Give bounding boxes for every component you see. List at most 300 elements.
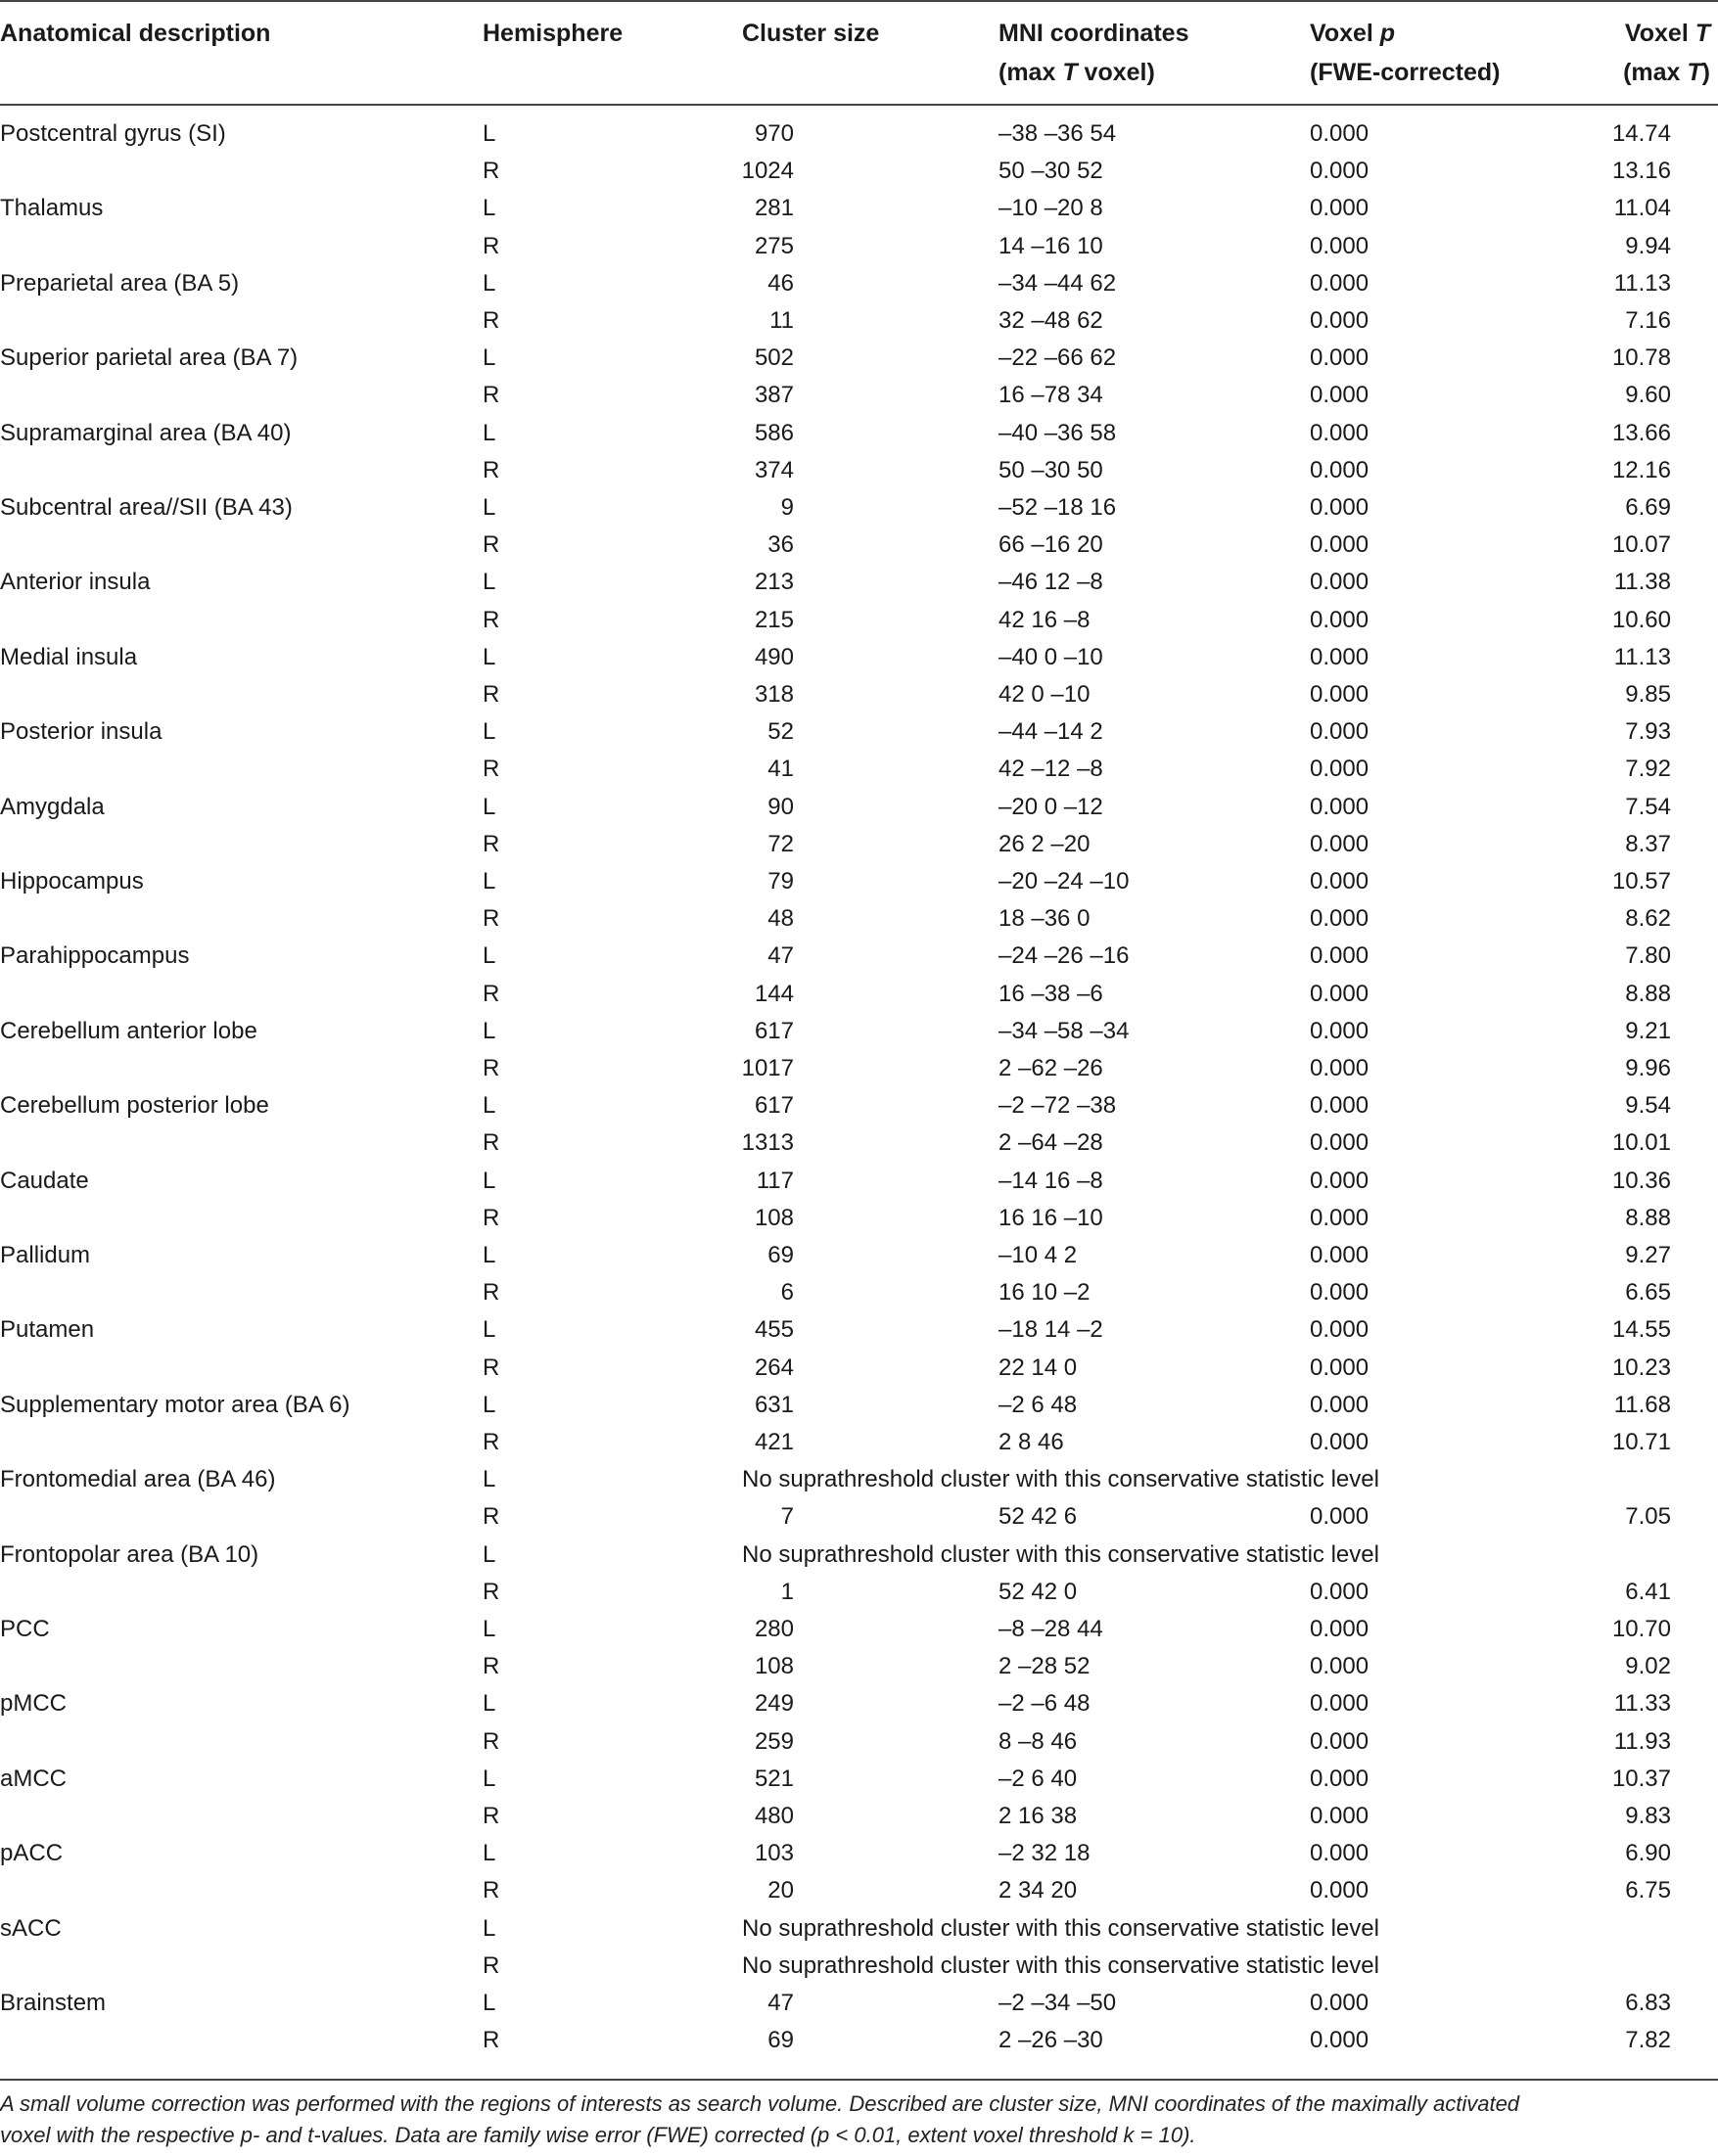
table-row: [0, 1200, 1718, 1237]
table-row: [0, 527, 1718, 564]
table-row: [0, 1424, 1718, 1461]
hemisphere-cell: L: [483, 269, 496, 297]
cluster-size-cell: 1: [780, 1578, 794, 1605]
table-row: [0, 1574, 1718, 1611]
region-cell: Anterior insula: [0, 569, 151, 596]
cluster-size-cell: 281: [754, 195, 794, 222]
voxel-p-cell: 0.000: [1310, 793, 1370, 820]
cluster-size-cell: 1313: [741, 1129, 794, 1157]
table-row: [0, 1723, 1718, 1761]
mni-coordinates-cell: –10 –20 8: [998, 195, 1103, 222]
voxel-p-cell: 0.000: [1310, 531, 1370, 559]
hemisphere-cell: R: [483, 1803, 500, 1829]
header-rule: [0, 104, 1718, 106]
region-cell: Superior parietal area (BA 7): [0, 344, 299, 372]
cluster-size-cell: 1024: [741, 158, 794, 185]
region-cell: Preparietal area (BA 5): [0, 269, 240, 297]
mni-coordinates-cell: 2 16 38: [998, 1803, 1078, 1829]
hemisphere-cell: L: [483, 1765, 496, 1792]
mni-coordinates-cell: –24 –26 –16: [998, 942, 1130, 970]
hemisphere-cell: L: [483, 1540, 496, 1568]
cluster-size-cell: 108: [754, 1204, 794, 1231]
voxel-p-cell: 0.000: [1310, 456, 1370, 483]
hemisphere-cell: R: [483, 606, 500, 633]
cluster-size-cell: 215: [754, 606, 794, 633]
voxel-t-cell: 12.16: [1611, 456, 1671, 483]
header-anatomical-description: Anatomical description: [0, 20, 271, 47]
hemisphere-cell: R: [483, 1129, 500, 1157]
region-cell: pMCC: [0, 1690, 68, 1718]
voxel-p-cell: 0.000: [1310, 1990, 1370, 2016]
hemisphere-cell: L: [483, 1914, 496, 1942]
mni-coordinates-cell: –2 32 18: [998, 1840, 1091, 1867]
mni-coordinates-cell: –52 –18 16: [998, 494, 1117, 521]
voxel-t-cell: 9.94: [1625, 232, 1671, 259]
cluster-size-cell: 46: [767, 269, 794, 297]
cluster-size-cell: 213: [754, 569, 794, 596]
voxel-p-cell: 0.000: [1310, 1803, 1370, 1829]
voxel-t-cell: 10.60: [1611, 606, 1671, 633]
table-row: [0, 115, 1718, 153]
hemisphere-cell: R: [483, 681, 500, 708]
mni-coordinates-cell: 50 –30 52: [998, 158, 1103, 185]
voxel-t-cell: 6.75: [1625, 1877, 1671, 1904]
cluster-size-cell: 117: [756, 1167, 794, 1194]
voxel-p-cell: 0.000: [1310, 1578, 1370, 1605]
cluster-size-cell: 480: [754, 1803, 794, 1829]
table-row: [0, 1274, 1718, 1311]
table-row: [0, 900, 1718, 938]
mni-coordinates-cell: –18 14 –2: [998, 1316, 1103, 1344]
voxel-p-cell: 0.000: [1310, 606, 1370, 633]
voxel-p-cell: 0.000: [1310, 681, 1370, 708]
cluster-size-cell: 20: [767, 1877, 794, 1904]
voxel-t-cell: 6.69: [1625, 494, 1671, 521]
mni-coordinates-cell: 2 –64 –28: [998, 1129, 1103, 1157]
hemisphere-cell: L: [483, 1990, 496, 2016]
mni-coordinates-cell: 42 16 –8: [998, 606, 1091, 633]
mni-coordinates-cell: 16 –78 34: [998, 382, 1103, 409]
table-row: [0, 489, 1718, 527]
region-cell: Pallidum: [0, 1242, 91, 1268]
mni-coordinates-cell: 18 –36 0: [998, 905, 1091, 933]
mni-coordinates-cell: 32 –48 62: [998, 307, 1103, 334]
hemisphere-cell: R: [483, 756, 500, 783]
region-cell: Cerebellum anterior lobe: [0, 1017, 257, 1044]
voxel-t-cell: 9.54: [1625, 1092, 1671, 1120]
mni-coordinates-cell: 2 –62 –26: [998, 1055, 1103, 1081]
mni-coordinates-cell: 50 –30 50: [998, 456, 1103, 483]
no-cluster-note: No suprathreshold cluster with this conservative statistic level: [742, 1540, 1379, 1568]
mni-coordinates-cell: –14 16 –8: [998, 1167, 1103, 1194]
cluster-size-cell: 586: [754, 419, 794, 446]
mni-coordinates-cell: 66 –16 20: [998, 531, 1103, 559]
region-cell: sACC: [0, 1914, 62, 1942]
mni-coordinates-cell: –22 –66 62: [998, 344, 1117, 372]
cluster-size-cell: 970: [754, 120, 794, 147]
voxel-t-cell: 7.54: [1625, 793, 1671, 820]
mni-coordinates-cell: –2 6 40: [998, 1765, 1078, 1792]
hemisphere-cell: R: [483, 1353, 500, 1381]
cluster-size-cell: 41: [767, 756, 794, 783]
voxel-t-cell: 8.37: [1625, 830, 1671, 857]
mni-coordinates-cell: –8 –28 44: [998, 1616, 1103, 1642]
table-row: [0, 265, 1718, 302]
table-row: [0, 1013, 1718, 1050]
mni-coordinates-cell: 8 –8 46: [998, 1727, 1078, 1755]
hemisphere-cell: R: [483, 830, 500, 857]
mni-coordinates-cell: –46 12 –8: [998, 569, 1103, 596]
hemisphere-cell: L: [483, 942, 496, 970]
table-row: [0, 1537, 1718, 1574]
region-cell: PCC: [0, 1616, 50, 1642]
voxel-p-cell: 0.000: [1310, 120, 1370, 147]
voxel-p-cell: 0.000: [1310, 2027, 1370, 2054]
region-cell: Putamen: [0, 1316, 95, 1344]
voxel-t-cell: 11.33: [1613, 1690, 1671, 1718]
region-cell: Parahippocampus: [0, 942, 190, 970]
mni-coordinates-cell: 16 10 –2: [998, 1279, 1091, 1307]
hemisphere-cell: L: [483, 1092, 496, 1120]
voxel-p-cell: 0.000: [1310, 1391, 1370, 1418]
voxel-p-cell: 0.000: [1310, 830, 1370, 857]
voxel-p-cell: 0.000: [1310, 1279, 1370, 1307]
voxel-t-cell: 9.02: [1625, 1653, 1671, 1680]
voxel-t-cell: 10.36: [1611, 1167, 1671, 1194]
voxel-p-cell: 0.000: [1310, 1503, 1370, 1531]
cluster-size-cell: 47: [767, 1990, 794, 2016]
voxel-p-cell: 0.000: [1310, 382, 1370, 409]
voxel-p-cell: 0.000: [1310, 1167, 1370, 1194]
mni-coordinates-cell: 52 42 0: [998, 1578, 1078, 1605]
voxel-t-cell: 7.92: [1625, 756, 1671, 783]
voxel-t-cell: 6.90: [1625, 1840, 1671, 1867]
cluster-size-cell: 521: [754, 1765, 794, 1792]
hemisphere-cell: L: [483, 494, 496, 521]
voxel-p-cell: 0.000: [1310, 1055, 1370, 1081]
voxel-t-cell: 7.93: [1625, 718, 1671, 746]
table-row: [0, 1087, 1718, 1124]
cluster-size-cell: 631: [754, 1391, 794, 1418]
hemisphere-cell: L: [483, 344, 496, 372]
voxel-p-cell: 0.000: [1310, 269, 1370, 297]
mni-coordinates-cell: –40 –36 58: [998, 419, 1117, 446]
voxel-p-cell: 0.000: [1310, 1092, 1370, 1120]
hemisphere-cell: R: [483, 531, 500, 559]
voxel-p-cell: 0.000: [1310, 419, 1370, 446]
region-cell: aMCC: [0, 1765, 68, 1792]
table-row: [0, 1835, 1718, 1872]
cluster-size-cell: 6: [780, 1279, 794, 1307]
cluster-size-cell: 52: [767, 718, 794, 746]
voxel-t-cell: 11.38: [1613, 569, 1671, 596]
voxel-p-cell: 0.000: [1310, 1204, 1370, 1231]
no-cluster-note: No suprathreshold cluster with this conservative statistic level: [742, 1951, 1379, 1979]
hemisphere-cell: L: [483, 120, 496, 147]
voxel-p-cell: 0.000: [1310, 1653, 1370, 1680]
table-row: [0, 1050, 1718, 1087]
voxel-p-cell: 0.000: [1310, 1316, 1370, 1344]
table-row: [0, 1387, 1718, 1424]
hemisphere-cell: L: [483, 643, 496, 670]
mni-coordinates-cell: –10 4 2: [998, 1242, 1078, 1268]
region-cell: Frontopolar area (BA 10): [0, 1540, 259, 1568]
voxel-p-cell: 0.000: [1310, 1129, 1370, 1157]
cluster-size-cell: 1017: [741, 1055, 794, 1081]
voxel-p-cell: 0.000: [1310, 1242, 1370, 1268]
mni-coordinates-cell: 42 0 –10: [998, 681, 1091, 708]
voxel-t-cell: 7.80: [1625, 942, 1671, 970]
table-row: [0, 602, 1718, 639]
table-row: [0, 1798, 1718, 1835]
voxel-t-cell: 7.82: [1625, 2027, 1671, 2054]
voxel-t-cell: 14.74: [1611, 120, 1671, 147]
voxel-t-cell: 10.71: [1611, 1429, 1671, 1455]
hemisphere-cell: L: [483, 1242, 496, 1268]
voxel-t-cell: 8.88: [1625, 980, 1671, 1007]
voxel-t-cell: 9.60: [1625, 382, 1671, 409]
hemisphere-cell: R: [483, 456, 500, 483]
cluster-size-cell: 617: [754, 1017, 794, 1044]
header-voxel-p: Voxel p (FWE-corrected): [1310, 20, 1501, 86]
cluster-size-cell: 259: [754, 1727, 794, 1755]
voxel-t-cell: 10.23: [1611, 1353, 1671, 1381]
voxel-p-cell: 0.000: [1310, 1017, 1370, 1044]
cluster-size-cell: 108: [754, 1653, 794, 1680]
voxel-p-cell: 0.000: [1310, 1840, 1370, 1867]
mni-coordinates-cell: 2 –28 52: [998, 1653, 1091, 1680]
table-footnote: A small volume correction was performed with the regions of interests as search volume. Described are cluster size, MNI coordinates of the maximally activated voxel with the respective p- and t-values. Data are family wise error (FWE) corrected (p < 0.01, extent voxel threshold k = 10).: [0, 2091, 1520, 2147]
table-row: [0, 1124, 1718, 1162]
cluster-size-cell: 374: [754, 456, 794, 483]
voxel-t-cell: 9.85: [1625, 681, 1671, 708]
voxel-t-cell: 13.66: [1611, 419, 1671, 446]
hemisphere-cell: L: [483, 1840, 496, 1867]
hemisphere-cell: L: [483, 1466, 496, 1493]
hemisphere-cell: L: [483, 195, 496, 222]
table-row: [0, 789, 1718, 826]
hemisphere-cell: R: [483, 1877, 500, 1904]
hemisphere-cell: R: [483, 905, 500, 933]
cluster-size-cell: 490: [754, 643, 794, 670]
region-cell: Posterior insula: [0, 718, 163, 746]
voxel-t-cell: 9.96: [1625, 1055, 1671, 1081]
table-row: [0, 228, 1718, 265]
voxel-p-cell: 0.000: [1310, 232, 1370, 259]
region-cell: Hippocampus: [0, 868, 144, 895]
hemisphere-cell: R: [483, 2027, 500, 2054]
table-row: [0, 1163, 1718, 1200]
mni-coordinates-cell: –44 –14 2: [998, 718, 1103, 746]
voxel-t-cell: 11.04: [1613, 195, 1671, 222]
hemisphere-cell: R: [483, 1055, 500, 1081]
mni-coordinates-cell: 16 16 –10: [998, 1204, 1103, 1231]
hemisphere-cell: R: [483, 980, 500, 1007]
mni-coordinates-cell: 16 –38 –6: [998, 980, 1103, 1007]
cluster-size-cell: 275: [754, 232, 794, 259]
mni-coordinates-cell: 2 –26 –30: [998, 2027, 1103, 2054]
table-row: [0, 1948, 1718, 1985]
table-row: [0, 340, 1718, 377]
voxel-t-cell: 11.93: [1613, 1727, 1671, 1755]
hemisphere-cell: R: [483, 1429, 500, 1455]
table-row: [0, 938, 1718, 975]
voxel-p-cell: 0.000: [1310, 1690, 1370, 1718]
voxel-t-cell: 10.78: [1611, 344, 1671, 372]
cluster-size-cell: 72: [767, 830, 794, 857]
header-hemisphere: Hemisphere: [483, 20, 624, 47]
cluster-size-cell: 264: [754, 1353, 794, 1381]
voxel-t-cell: 6.65: [1625, 1279, 1671, 1307]
mni-coordinates-cell: –20 0 –12: [998, 793, 1103, 820]
hemisphere-cell: R: [483, 1578, 500, 1605]
mni-coordinates-cell: 14 –16 10: [998, 232, 1103, 259]
table-row: [0, 1685, 1718, 1722]
table-row: [0, 377, 1718, 414]
hemisphere-cell: L: [483, 1017, 496, 1044]
hemisphere-cell: R: [483, 1653, 500, 1680]
voxel-p-cell: 0.000: [1310, 569, 1370, 596]
voxel-t-cell: 10.37: [1611, 1765, 1671, 1792]
hemisphere-cell: R: [483, 1279, 500, 1307]
voxel-p-cell: 0.000: [1310, 718, 1370, 746]
table-row: [0, 1648, 1718, 1685]
table-row: [0, 1350, 1718, 1387]
hemisphere-cell: L: [483, 1690, 496, 1718]
mni-coordinates-cell: –34 –44 62: [998, 269, 1117, 297]
table-row: [0, 415, 1718, 452]
table-row: [0, 153, 1718, 190]
cluster-size-cell: 79: [767, 868, 794, 895]
region-cell: Amygdala: [0, 793, 105, 820]
hemisphere-cell: L: [483, 1616, 496, 1642]
no-cluster-note: No suprathreshold cluster with this conservative statistic level: [742, 1914, 1379, 1942]
table-row: [0, 1461, 1718, 1498]
mni-coordinates-cell: 22 14 0: [998, 1353, 1078, 1381]
table-row: [0, 1985, 1718, 2022]
voxel-t-cell: 11.13: [1613, 643, 1671, 670]
hemisphere-cell: L: [483, 718, 496, 746]
cluster-size-cell: 69: [767, 2027, 794, 2054]
table-row: [0, 713, 1718, 751]
table-row: [0, 751, 1718, 788]
voxel-p-cell: 0.000: [1310, 942, 1370, 970]
hemisphere-cell: L: [483, 793, 496, 820]
region-cell: Supplementary motor area (BA 6): [0, 1391, 350, 1418]
table-row: [0, 639, 1718, 676]
region-cell: Caudate: [0, 1167, 89, 1194]
cluster-size-cell: 48: [767, 905, 794, 933]
mni-coordinates-cell: 52 42 6: [998, 1503, 1078, 1531]
voxel-p-cell: 0.000: [1310, 643, 1370, 670]
mni-coordinates-cell: –34 –58 –34: [998, 1017, 1130, 1044]
voxel-p-cell: 0.000: [1310, 1429, 1370, 1455]
table-row: [0, 452, 1718, 489]
cluster-size-cell: 387: [754, 382, 794, 409]
hemisphere-cell: L: [483, 1167, 496, 1194]
mni-coordinates-cell: 26 2 –20: [998, 830, 1091, 857]
table-row: [0, 826, 1718, 863]
cluster-size-cell: 103: [754, 1840, 794, 1867]
voxel-t-cell: 10.01: [1611, 1129, 1671, 1157]
hemisphere-cell: R: [483, 158, 500, 185]
cluster-size-cell: 90: [767, 793, 794, 820]
voxel-t-cell: 9.27: [1625, 1242, 1671, 1268]
hemisphere-cell: L: [483, 419, 496, 446]
header-cluster-size: Cluster size: [742, 20, 880, 47]
hemisphere-cell: L: [483, 569, 496, 596]
cluster-size-cell: 280: [754, 1616, 794, 1642]
cluster-size-cell: 455: [754, 1316, 794, 1344]
table-top-rule: [0, 0, 1718, 2]
cluster-size-cell: 7: [780, 1503, 794, 1531]
table-row: [0, 1237, 1718, 1274]
mni-coordinates-cell: –2 –72 –38: [998, 1092, 1117, 1120]
mni-coordinates-cell: –2 –6 48: [998, 1690, 1091, 1718]
cluster-size-cell: 502: [754, 344, 794, 372]
voxel-p-cell: 0.000: [1310, 307, 1370, 334]
mni-coordinates-cell: –2 –34 –50: [998, 1990, 1117, 2016]
cluster-size-cell: 617: [754, 1092, 794, 1120]
table-row: [0, 1311, 1718, 1349]
table-row: [0, 863, 1718, 900]
voxel-p-cell: 0.000: [1310, 1877, 1370, 1904]
header-voxel-t: Voxel T (max T): [1623, 20, 1710, 86]
mni-coordinates-cell: 2 8 46: [998, 1429, 1064, 1455]
voxel-p-cell: 0.000: [1310, 980, 1370, 1007]
table-row: [0, 1611, 1718, 1648]
cluster-size-cell: 11: [769, 307, 794, 334]
voxel-t-cell: 6.41: [1625, 1578, 1671, 1605]
hemisphere-cell: R: [483, 232, 500, 259]
region-cell: Cerebellum posterior lobe: [0, 1092, 269, 1120]
hemisphere-cell: L: [483, 1391, 496, 1418]
table-row: [0, 2022, 1718, 2059]
hemisphere-cell: R: [483, 1727, 500, 1755]
mni-coordinates-cell: –40 0 –10: [998, 643, 1103, 670]
hemisphere-cell: L: [483, 868, 496, 895]
voxel-t-cell: 9.83: [1625, 1803, 1671, 1829]
mni-coordinates-cell: 2 34 20: [998, 1877, 1078, 1904]
voxel-p-cell: 0.000: [1310, 344, 1370, 372]
table-row: [0, 1498, 1718, 1536]
header-mni-coordinates: MNI coordinates (max T voxel): [998, 20, 1189, 86]
region-cell: Frontomedial area (BA 46): [0, 1466, 276, 1493]
voxel-t-cell: 6.83: [1625, 1990, 1671, 2016]
voxel-p-cell: 0.000: [1310, 1727, 1370, 1755]
voxel-p-cell: 0.000: [1310, 868, 1370, 895]
voxel-t-cell: 8.62: [1625, 905, 1671, 933]
voxel-p-cell: 0.000: [1310, 494, 1370, 521]
table-row: [0, 1872, 1718, 1909]
region-cell: Subcentral area//SII (BA 43): [0, 494, 293, 521]
voxel-p-cell: 0.000: [1310, 195, 1370, 222]
no-cluster-note: No suprathreshold cluster with this conservative statistic level: [742, 1466, 1379, 1493]
cluster-size-cell: 36: [767, 531, 794, 559]
table-row: [0, 1761, 1718, 1798]
hemisphere-cell: R: [483, 1503, 500, 1531]
voxel-p-cell: 0.000: [1310, 756, 1370, 783]
voxel-t-cell: 11.68: [1613, 1391, 1671, 1418]
hemisphere-cell: L: [483, 1316, 496, 1344]
voxel-t-cell: 13.16: [1611, 158, 1671, 185]
voxel-p-cell: 0.000: [1310, 1765, 1370, 1792]
voxel-p-cell: 0.000: [1310, 1616, 1370, 1642]
cluster-size-cell: 47: [767, 942, 794, 970]
region-cell: Brainstem: [0, 1990, 107, 2016]
hemisphere-cell: R: [483, 1204, 500, 1231]
mni-coordinates-cell: –20 –24 –10: [998, 868, 1130, 895]
